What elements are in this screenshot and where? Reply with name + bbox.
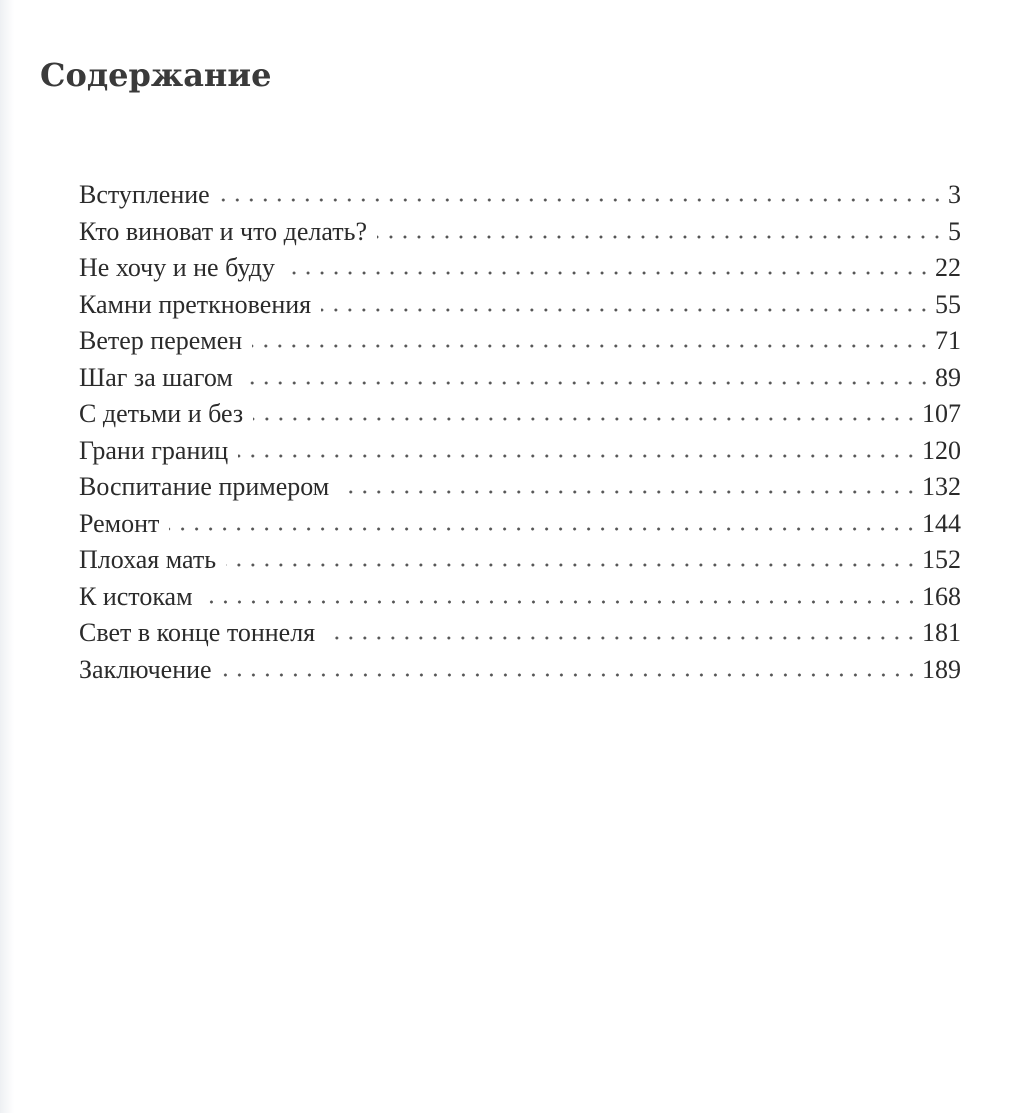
page-edge-shadow — [0, 0, 14, 1113]
toc-entry — [79, 399, 961, 436]
toc-entry — [79, 582, 961, 619]
toc-entry-label: Заключение — [79, 654, 212, 684]
page-title: Содержание — [40, 56, 272, 94]
dot-leader — [222, 673, 918, 677]
toc-entry-page: 71 — [935, 326, 961, 355]
dot-leader — [253, 417, 918, 421]
toc-entry-label: Грани границ — [79, 435, 229, 465]
dot-leader — [243, 381, 931, 385]
toc-entry-label: Камни преткновения — [79, 289, 312, 319]
toc-entry-label: С детьми и без — [79, 399, 244, 428]
toc-entry-label: Ветер перемен — [79, 326, 243, 355]
dot-leader — [339, 490, 918, 494]
dot-leader — [285, 271, 931, 275]
toc-entry-label: Свет в конце тоннеля — [79, 618, 316, 647]
toc-entry — [79, 545, 961, 582]
toc-entry — [79, 436, 961, 473]
toc-entry-label: Не хочу и не буду — [79, 253, 275, 282]
toc-entry-page: 89 — [935, 362, 961, 392]
toc-entry-page: 144 — [922, 508, 961, 538]
toc-entry — [79, 618, 961, 655]
dot-leader — [220, 198, 944, 202]
toc-entry-page: 107 — [922, 399, 961, 428]
toc-entry-page: 5 — [948, 216, 961, 246]
table-of-contents — [79, 180, 961, 691]
dot-leader — [321, 308, 931, 312]
dot-leader — [252, 344, 931, 348]
toc-entry-label: Ремонт — [79, 508, 160, 538]
toc-entry-page: 168 — [922, 581, 961, 611]
toc-entry-page: 120 — [922, 435, 961, 465]
toc-entry-label: Воспитание примером — [79, 472, 330, 501]
toc-entry — [79, 509, 961, 546]
toc-entry — [79, 326, 961, 363]
toc-entry — [79, 290, 961, 327]
toc-entry — [79, 180, 961, 217]
dot-leader — [238, 454, 918, 458]
toc-entry — [79, 253, 961, 290]
toc-entry — [79, 217, 961, 254]
toc-entry-label: Кто виноват и что делать? — [79, 216, 368, 246]
toc-entry-label: Плохая мать — [79, 545, 217, 574]
toc-entry-page: 132 — [922, 472, 961, 501]
toc-entry-page: 181 — [922, 618, 961, 647]
dot-leader — [203, 600, 918, 604]
dot-leader — [169, 527, 918, 531]
toc-entry-label: Вступление — [79, 180, 210, 209]
toc-entry-page: 189 — [922, 654, 961, 684]
toc-entry-page: 22 — [935, 253, 961, 282]
toc-entry-label: Шаг за шагом — [79, 362, 233, 392]
toc-entry — [79, 472, 961, 509]
toc-entry-page: 3 — [948, 180, 961, 209]
dot-leader — [325, 636, 918, 640]
toc-entry-page: 55 — [935, 289, 961, 319]
toc-entry — [79, 655, 961, 692]
toc-entry-page: 152 — [922, 545, 961, 574]
dot-leader — [226, 563, 918, 567]
toc-entry-label: К истокам — [79, 581, 193, 611]
toc-entry — [79, 363, 961, 400]
dot-leader — [377, 235, 944, 239]
